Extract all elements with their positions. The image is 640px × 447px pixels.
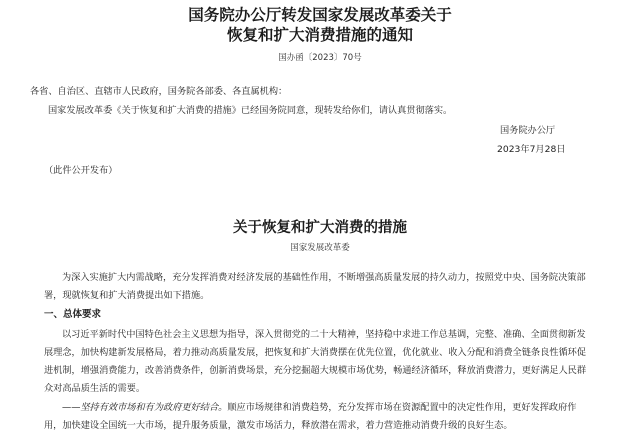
section1-line1: 以习近平新时代中国特色社会主义思想为指导，深入贯彻党的二十大精神，坚持稳中求进工作总基调，完整、准确、全面贯彻新发 <box>62 329 586 340</box>
intro-line2: 署，现就恢复和扩大消费提出如下措施。 <box>44 290 210 301</box>
section1-line2: 展理念，加快构建新发展格局，着力推动高质量发展，把恢复和扩大消费摆在优先位置，优化就业、收入分配和消费全链条良性循环促 <box>44 347 587 358</box>
intro-line1: 为深入实施扩大内需战略，充分发挥消费对经济发展的基础性作用，不断增强高质量发展的持久动力，按照党中央、国务院决策部 <box>62 272 586 283</box>
measures-title: 关于恢复和扩大消费的措施 <box>233 219 407 236</box>
notice-body: 国家发展改革委《关于恢复和扩大消费的措施》已经国务院同意，现转发给你们，请认真贯彻落实。 <box>48 105 453 116</box>
principle-line1 <box>62 401 577 414</box>
salutation: 各省、自治区、直辖市人民政府，国务院各部委、各直属机构： <box>30 86 288 97</box>
measures-issuer: 国家发展改革委 <box>290 243 350 253</box>
signer: 国务院办公厅 <box>500 125 556 136</box>
issue-date: 2023年7月28日 <box>497 144 566 155</box>
document-number: 国办函〔2023〕70号 <box>278 53 362 63</box>
notice-title-line1: 国务院办公厅转发国家发展改革委关于 <box>188 5 452 24</box>
principle-line1-rest: 顺应市场规律和消费趋势，充分发挥市场在资源配置中的决定性作用，更好发挥政府作 <box>227 402 577 413</box>
section1-heading: 一、总体要求 <box>44 309 102 320</box>
section1-line4: 众对高品质生活的需要。 <box>44 383 146 394</box>
section1-line3: 进机制，增强消费能力，改善消费条件，创新消费场景，充分挖掘超大规模市场优势，畅通经济循环，释放消费潜力，更好满足人民群 <box>44 365 587 376</box>
notice-title-line2: 恢复和扩大消费措施的通知 <box>226 25 413 44</box>
principle-lead: ——坚持有效市场和有为政府更好结合。 <box>62 402 228 413</box>
principle-line2: 用，加快建设全国统一大市场，提升服务质量，激发市场活力，释放潜在需求，着力营造推动消费升级的良好生态。 <box>44 420 513 431</box>
publish-note: （此件公开发布） <box>44 165 118 176</box>
